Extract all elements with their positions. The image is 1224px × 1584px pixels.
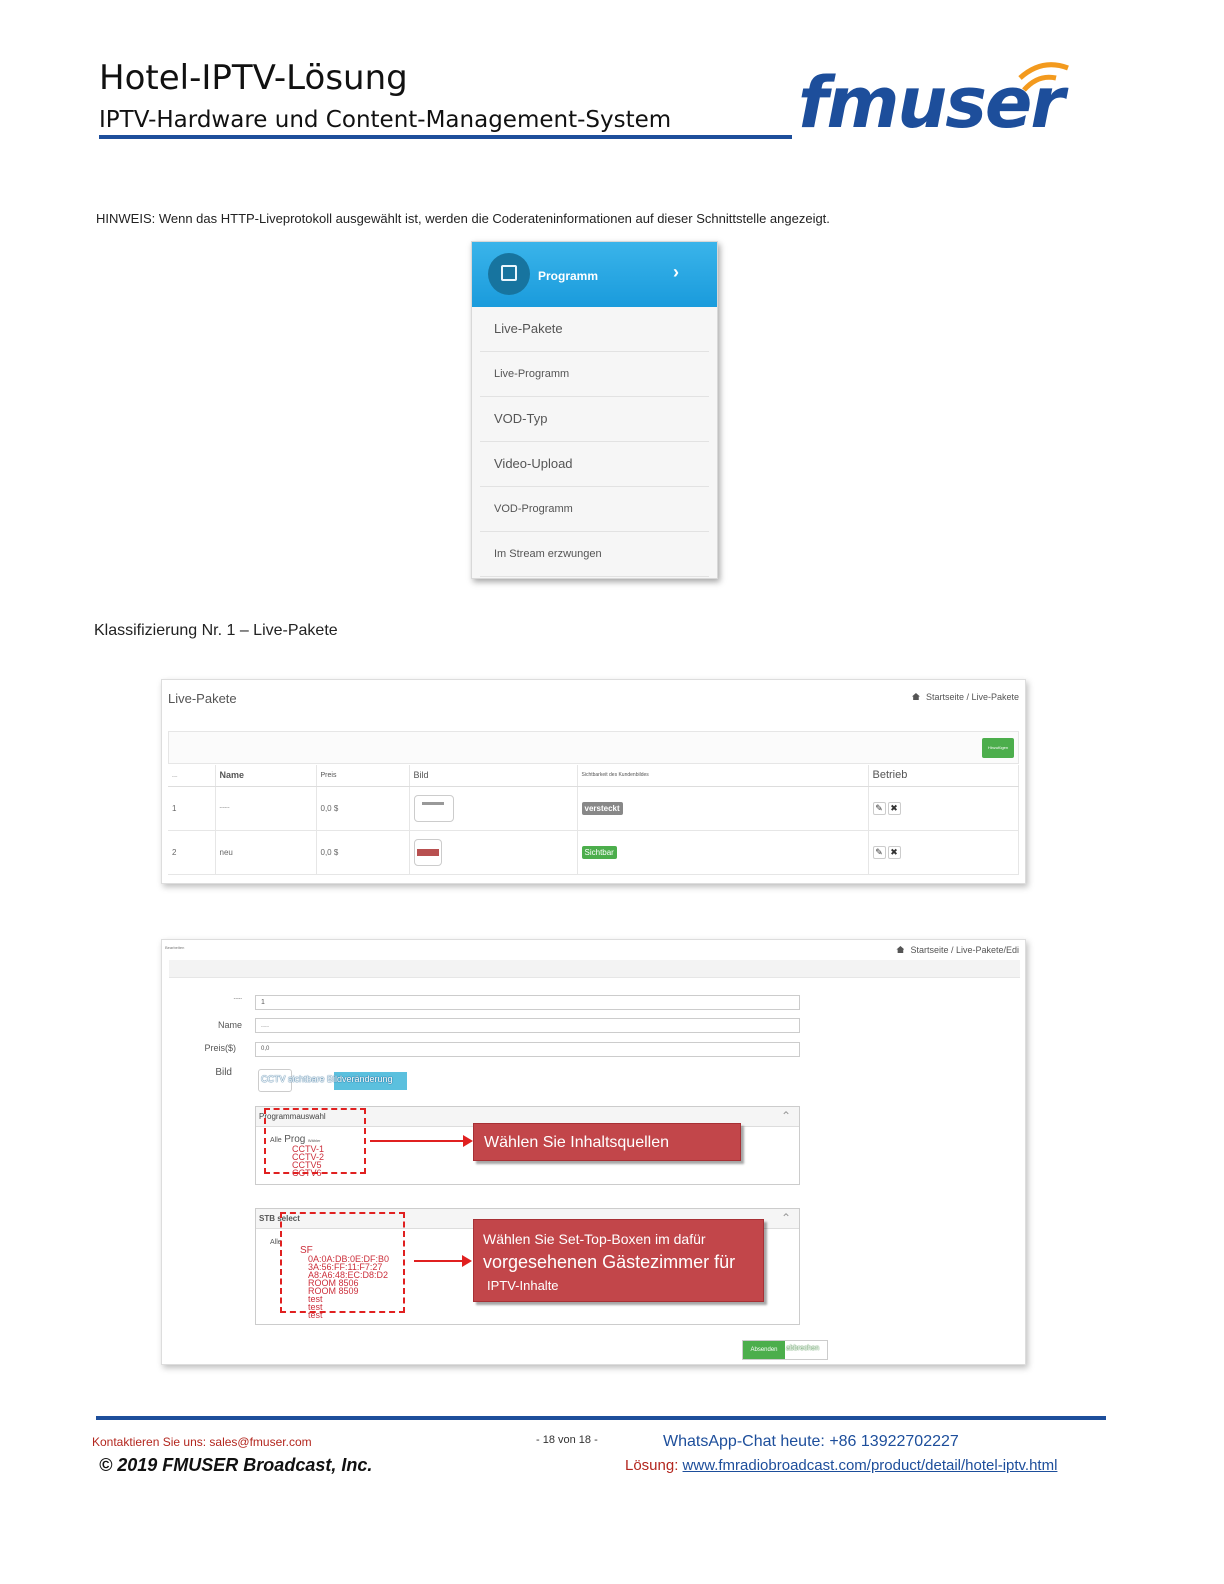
arrow-icon xyxy=(414,1260,464,1262)
menu-item-vod-typ[interactable] xyxy=(480,397,709,442)
highlight-box xyxy=(264,1108,366,1174)
submit-button[interactable]: Absenden xyxy=(743,1341,785,1359)
menu-item-live-pakete[interactable] xyxy=(480,307,709,352)
tree-group[interactable]: SF xyxy=(300,1245,313,1256)
callout-text: Wählen Sie Inhaltsquellen xyxy=(484,1134,670,1151)
row-visibility xyxy=(577,786,868,830)
breadcrumb-text: Startseite / Live-Pakete xyxy=(925,692,1019,702)
menu-item-label: Live-Programm xyxy=(494,368,570,380)
footer-solution xyxy=(625,1457,1057,1474)
program-menu-screenshot xyxy=(471,241,718,579)
solution-prefix: Lösung: xyxy=(625,1457,683,1474)
breadcrumb-text: Startseite / Live-Pakete/Edi xyxy=(910,945,1019,955)
table-row xyxy=(168,830,1019,874)
tree-root-label: Alle xyxy=(270,1239,282,1246)
tree-item[interactable]: CCTV5 xyxy=(292,1160,322,1170)
callout-text-line: Wählen Sie Set-Top-Boxen im dafür xyxy=(483,1231,706,1247)
tree-item[interactable]: 0A:0A:DB:0E:DF:B0 xyxy=(308,1254,390,1264)
note-text: HINWEIS: Wenn das HTTP-Liveprotokoll ausgewählt ist, werden die Coderateninformationen auf dieser Schnittstelle angezeigt. xyxy=(96,211,830,226)
image-thumbnail xyxy=(414,839,442,866)
tree-item[interactable]: ROOM 8509 xyxy=(308,1286,359,1296)
menu-item-label: Im Stream erzwungen xyxy=(494,548,602,560)
price-field[interactable]: 0,0 xyxy=(255,1042,800,1057)
menu-header-label: Programm xyxy=(538,269,599,283)
menu-item-vod-programm[interactable] xyxy=(480,487,709,532)
film-icon xyxy=(488,253,530,295)
row-image xyxy=(409,786,577,830)
footer-rule xyxy=(96,1416,1106,1420)
add-button[interactable]: Hinzufügen xyxy=(982,738,1014,758)
row-number: 2 xyxy=(168,830,215,874)
price-label: Preis($) xyxy=(204,1043,236,1053)
callout-content-sources xyxy=(473,1123,741,1161)
document-title: Hotel-IPTV-Lösung xyxy=(99,58,408,98)
delete-icon[interactable]: ✖ xyxy=(888,802,901,815)
breadcrumb[interactable] xyxy=(912,692,1019,702)
callout-set-top-boxes xyxy=(473,1219,764,1302)
column-header: ---- xyxy=(168,765,215,786)
image-thumbnail xyxy=(414,795,454,822)
highlight-box xyxy=(280,1212,405,1313)
row-actions xyxy=(868,786,1019,830)
live-pakete-edit-screenshot xyxy=(161,939,1026,1365)
panel-title: Programmauswahl xyxy=(259,1112,326,1121)
column-header: Sichtbarkeit des Kundenbildes xyxy=(577,765,868,786)
callout-text-line: vorgesehenen Gästezimmer für xyxy=(483,1252,736,1272)
column-header: Bild xyxy=(409,765,577,786)
table-header-row xyxy=(168,765,1019,786)
page-number: - 18 von 18 - xyxy=(536,1434,598,1446)
arrow-icon xyxy=(370,1140,465,1142)
solution-link[interactable]: www.fmradiobroadcast.com/product/detail/hotel-iptv.html xyxy=(682,1457,1058,1474)
page-title: Live-Pakete xyxy=(168,691,237,706)
tree-root-suffix: Prog xyxy=(284,1134,306,1145)
menu-item-label: VOD-Typ xyxy=(494,411,548,426)
chevron-up-icon[interactable]: ⌃ xyxy=(780,1109,791,1123)
table-toolbar xyxy=(168,731,1019,764)
panel-title: STB select xyxy=(259,1214,300,1223)
header-rule xyxy=(99,135,792,139)
breadcrumb[interactable] xyxy=(896,945,1019,955)
tree-item[interactable]: ROOM 8506 xyxy=(308,1278,359,1288)
chevron-up-icon[interactable]: ⌃ xyxy=(780,1211,791,1225)
packages-table xyxy=(168,765,1019,875)
cancel-button[interactable]: abbrechen xyxy=(786,1345,820,1352)
footer-whatsapp[interactable]: WhatsApp-Chat heute: +86 13922702227 xyxy=(663,1433,959,1450)
home-icon xyxy=(912,693,920,700)
section-heading: Klassifizierung Nr. 1 – Live-Pakete xyxy=(94,622,338,639)
tree-item[interactable]: test xyxy=(308,1310,323,1320)
status-badge: versteckt xyxy=(582,802,623,815)
id-field[interactable]: 1 xyxy=(255,995,800,1010)
menu-item-video-upload[interactable] xyxy=(480,442,709,487)
row-price: 0,0 $ xyxy=(316,786,409,830)
column-header: Preis xyxy=(316,765,409,786)
row-number: 1 xyxy=(168,786,215,830)
row-visibility xyxy=(577,830,868,874)
menu-item-label: Video-Upload xyxy=(494,456,573,471)
menu-item-label: VOD-Programm xyxy=(494,503,573,515)
footer-contact[interactable]: Kontaktieren Sie uns: sales@fmuser.com xyxy=(92,1435,312,1449)
delete-icon[interactable]: ✖ xyxy=(888,846,901,859)
id-label: ----- xyxy=(233,996,242,1002)
row-name: ------ xyxy=(215,786,316,830)
tree-item[interactable]: CCTV6 xyxy=(292,1168,322,1178)
form-actions xyxy=(742,1340,828,1360)
row-image xyxy=(409,830,577,874)
status-badge: Sichtbar xyxy=(582,846,617,859)
row-price: 0,0 $ xyxy=(316,830,409,874)
change-image-label: CCTV sichtbare Bildveränderung xyxy=(261,1074,393,1084)
table-row xyxy=(168,786,1019,830)
name-field[interactable]: ------ xyxy=(255,1018,800,1033)
logo-signal-arcs xyxy=(798,56,1100,148)
row-actions xyxy=(868,830,1019,874)
home-icon xyxy=(896,946,904,953)
tree-item[interactable]: 3A:56:FF:11:F7:27 xyxy=(308,1262,383,1272)
column-header: Name xyxy=(215,765,316,786)
column-header: Betrieb xyxy=(868,765,1019,786)
callout-text-line: IPTV-Inhalte xyxy=(487,1278,559,1293)
menu-item-label: Live-Pakete xyxy=(494,321,563,336)
tree-item[interactable]: CCTV-1 xyxy=(292,1144,325,1154)
name-label: Name xyxy=(217,1020,242,1030)
tree-item[interactable]: test xyxy=(308,1302,323,1312)
tree-item[interactable]: test xyxy=(308,1294,323,1304)
fmuser-logo xyxy=(798,56,1100,148)
row-name: neu xyxy=(215,830,316,874)
menu-item-im-stream-erzwungen[interactable] xyxy=(480,532,709,577)
tree-root-label: Alle xyxy=(270,1137,282,1144)
tree-root-note: Wähler xyxy=(307,1138,321,1143)
footer-copyright: © 2019 FMUSER Broadcast, Inc. xyxy=(99,1455,373,1475)
menu-header-programm[interactable] xyxy=(472,242,717,307)
chevron-right-icon: › xyxy=(673,262,679,282)
edit-icon[interactable]: ✎ xyxy=(873,846,886,859)
live-pakete-list-screenshot xyxy=(161,679,1026,884)
edit-icon[interactable]: ✎ xyxy=(873,802,886,815)
menu-item-live-programm[interactable] xyxy=(480,352,709,397)
image-label: Bild xyxy=(215,1067,232,1078)
tree-item[interactable]: CCTV-2 xyxy=(292,1152,325,1162)
tree-item[interactable]: A8:A6:48:EC:D8:D2 xyxy=(308,1270,389,1280)
document-subtitle: IPTV-Hardware und Content-Management-System xyxy=(99,107,672,133)
logo-text: fmuser xyxy=(798,62,1063,144)
page-title: Bearbeiten xyxy=(165,945,185,950)
form-topbar xyxy=(169,960,1020,978)
